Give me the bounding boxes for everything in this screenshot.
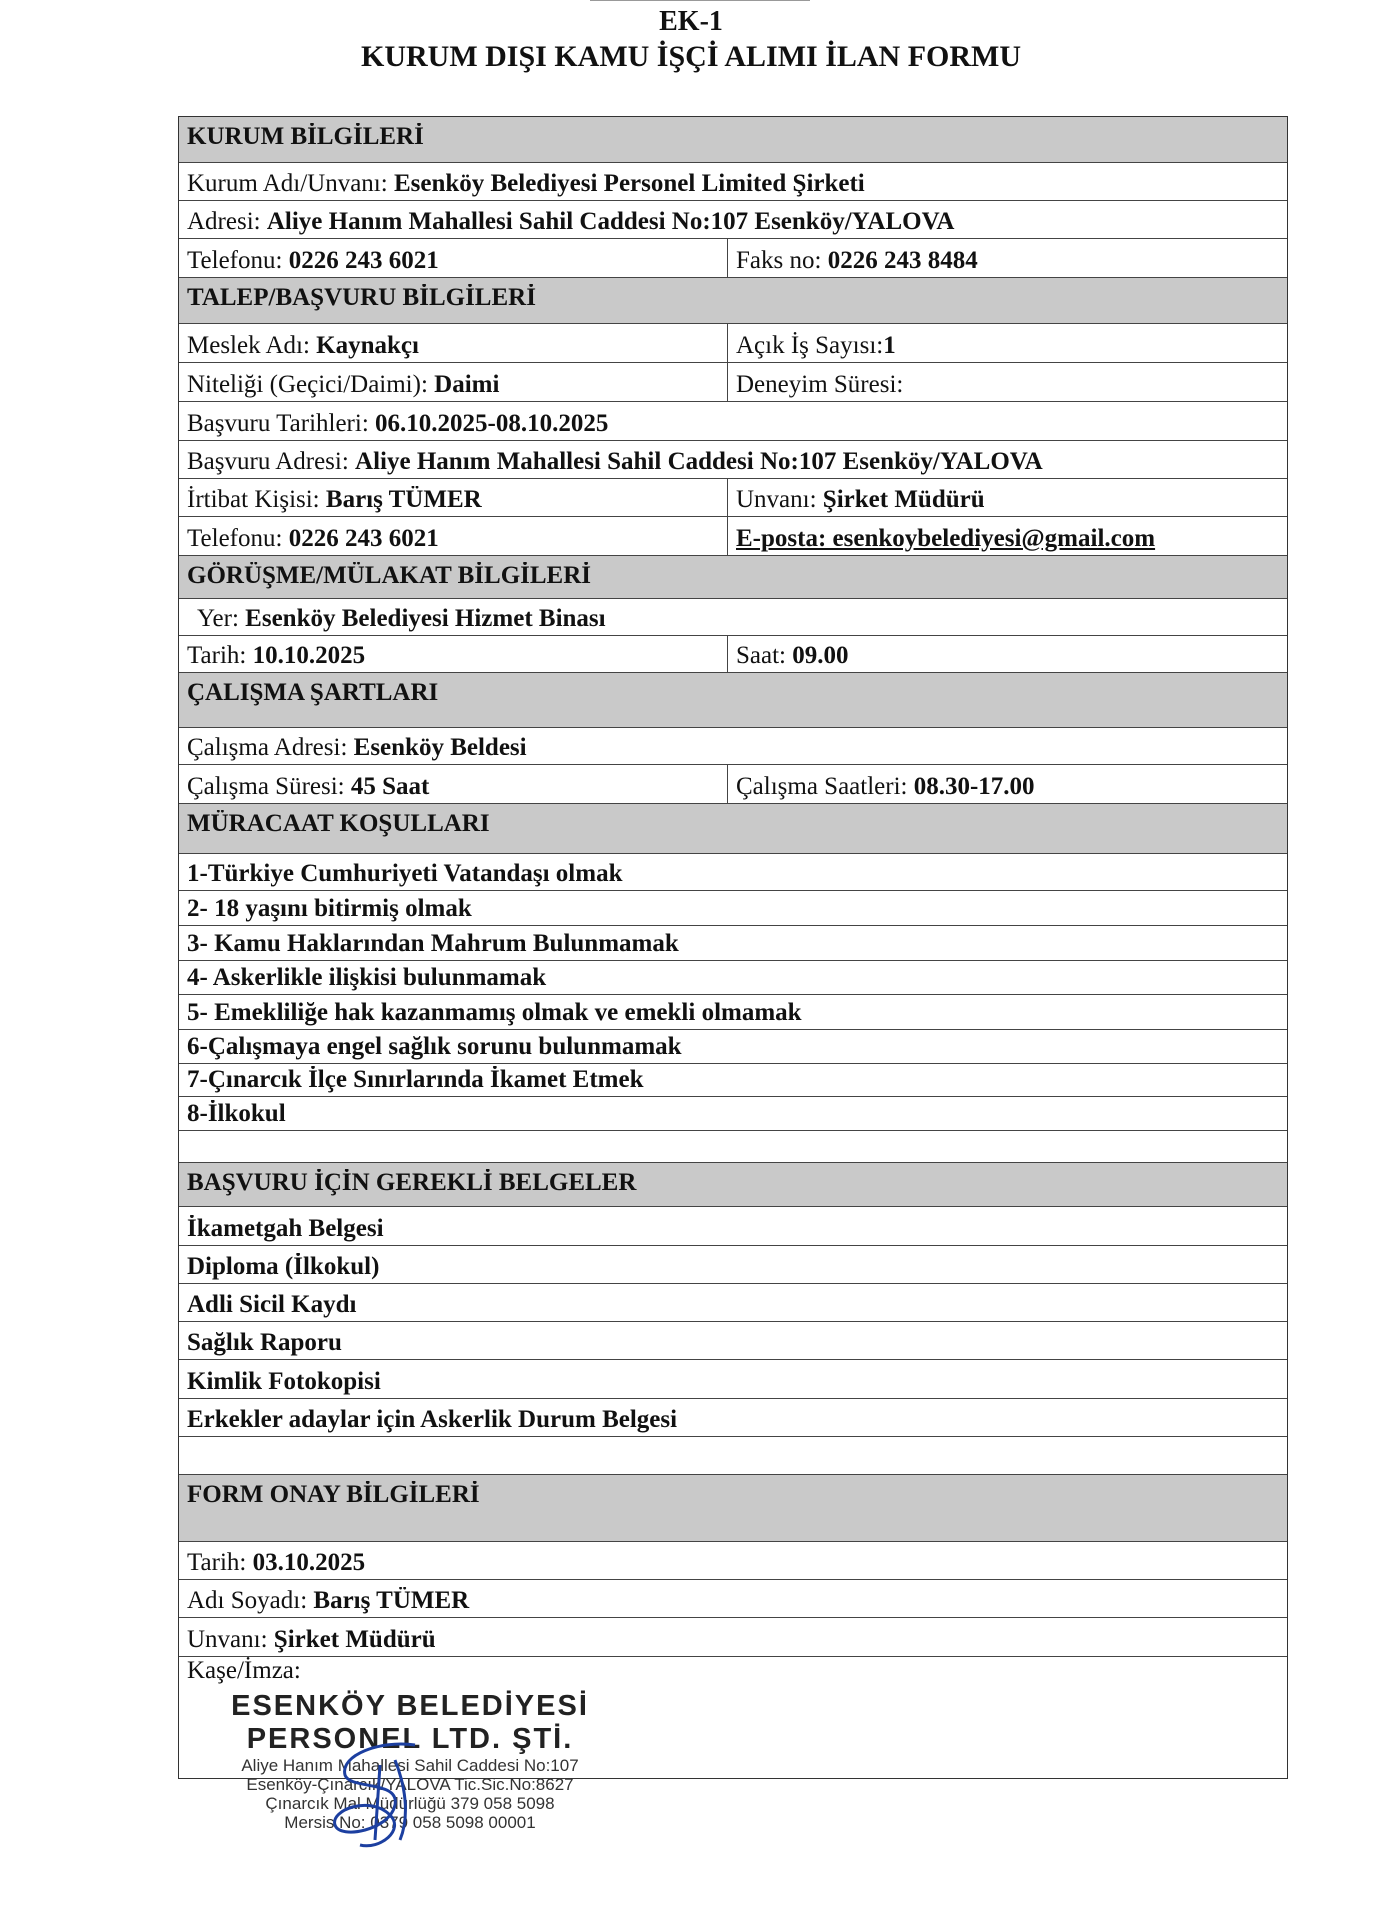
value: 0226 243 8484 (827, 247, 978, 274)
document-item (179, 1246, 1287, 1284)
blank-row (179, 1437, 1287, 1475)
value: 03.10.2025 (252, 1549, 366, 1576)
value: 08.30-17.00 (913, 773, 1035, 800)
scan-line (590, 0, 810, 1)
row-kurum-name (179, 163, 1287, 201)
row-approval-title (179, 1618, 1287, 1657)
condition-text: 5- Emekliliğe hak kazanmamış olmak ve emekli olmamak (187, 999, 802, 1026)
row-work-duration (179, 765, 1287, 804)
section-title: BAŞVURU İÇİN GEREKLİ BELGELER (187, 1169, 637, 1196)
label: Çalışma Saatleri: (736, 773, 914, 800)
label: Saat: (736, 642, 793, 669)
condition-text: 2- 18 yaşını bitirmiş olmak (187, 895, 472, 922)
label: Faks no: (736, 247, 828, 274)
label: Kaşe/İmza: (187, 1657, 301, 1684)
section-title: TALEP/BAŞVURU BİLGİLERİ (187, 284, 536, 311)
stamp-line: Esenköy-Çınarcık/YALOVA Tic.Sic.No:8627 (246, 1775, 574, 1794)
value: Şirket Müdürü (273, 1626, 436, 1653)
document-text: Erkekler adaylar için Askerlik Durum Belgesi (187, 1406, 678, 1433)
condition-item (179, 995, 1287, 1030)
value: 0226 243 6021 (288, 525, 439, 552)
value: 1 (883, 332, 896, 359)
section-kurum (179, 117, 1287, 163)
value: 10.10.2025 (252, 642, 366, 669)
row-approval-date (179, 1542, 1287, 1580)
stamp-line: Çınarcık Mal Müdürlüğü 379 058 5098 (265, 1794, 555, 1813)
section-title: FORM ONAY BİLGİLERİ (187, 1481, 480, 1508)
stamp-line: PERSONEL LTD. ŞTİ. (246, 1723, 574, 1755)
condition-text: 4- Askerlikle ilişkisi bulunmamak (187, 964, 547, 991)
document-text: İkametgah Belgesi (187, 1215, 384, 1242)
label: Adresi: (187, 208, 267, 235)
blank-row (179, 1131, 1287, 1163)
label: Deneyim Süresi: (736, 371, 904, 398)
page-title: KURUM DIŞI KAMU İŞÇİ ALIMI İLAN FORMU (360, 40, 1022, 73)
row-job (179, 324, 1287, 363)
label: Unvanı: (187, 1626, 274, 1653)
stamp-line: Mersis No: 0379 058 5098 00001 (284, 1813, 536, 1832)
row-dates (179, 402, 1287, 441)
annex-label: EK-1 (659, 6, 723, 37)
condition-text: 1-Türkiye Cumhuriyeti Vatandaşı olmak (187, 860, 623, 887)
row-contact-phone (179, 517, 1287, 556)
condition-item (179, 1030, 1287, 1064)
value: 09.00 (792, 642, 849, 669)
value: Barış TÜMER (325, 486, 482, 513)
value: 06.10.2025-08.10.2025 (375, 410, 609, 437)
label: Kurum Adı/Unvanı: (187, 170, 394, 197)
condition-item (179, 1097, 1287, 1131)
section-muracaat (179, 804, 1287, 854)
value: 45 Saat (350, 773, 430, 800)
row-interview-date (179, 636, 1287, 673)
value: 0226 243 6021 (288, 247, 439, 274)
section-gorusme (179, 556, 1287, 599)
section-title: KURUM BİLGİLERİ (187, 123, 424, 150)
stamp-line: ESENKÖY BELEDİYESİ (231, 1690, 589, 1722)
value: Barış TÜMER (313, 1587, 470, 1614)
row-contact (179, 479, 1287, 517)
section-onay (179, 1475, 1287, 1542)
label: İrtibat Kişisi: (187, 486, 326, 513)
condition-text: 6-Çalışmaya engel sağlık sorunu bulunmamak (187, 1033, 682, 1060)
label: Telefonu: (187, 247, 289, 274)
condition-text: 8-İlkokul (187, 1100, 286, 1127)
section-title: GÖRÜŞME/MÜLAKAT BİLGİLERİ (187, 562, 592, 589)
condition-text: 3- Kamu Haklarından Mahrum Bulunmamak (187, 930, 679, 957)
row-kurum-phone (179, 239, 1287, 278)
condition-item (179, 961, 1287, 995)
job-posting-form (178, 116, 1288, 1779)
section-belgeler (179, 1163, 1287, 1207)
label: Çalışma Adresi: (187, 734, 354, 761)
label: Başvuru Adresi: (187, 448, 356, 475)
label: Açık İş Sayısı: (736, 332, 884, 359)
condition-item (179, 891, 1287, 926)
document-item (179, 1360, 1287, 1399)
stamp-line: Aliye Hanım Mahallesi Sahil Caddesi No:107 (241, 1756, 579, 1775)
document-text: Sağlık Raporu (187, 1329, 342, 1356)
value: Esenköy Belediyesi Personel Limited Şirketi (393, 170, 865, 197)
value: Daimi (434, 371, 500, 398)
label: Niteliği (Geçici/Daimi): (187, 371, 435, 398)
section-calisma (179, 673, 1287, 728)
label: Çalışma Süresi: (187, 773, 351, 800)
document-text: Kimlik Fotokopisi (187, 1368, 381, 1395)
label: Adı Soyadı: (187, 1587, 314, 1614)
condition-text: 7-Çınarcık İlçe Sınırlarında İkamet Etmek (187, 1066, 644, 1093)
label: Tarih: (187, 642, 253, 669)
row-approval-name (179, 1580, 1287, 1618)
condition-item (179, 926, 1287, 961)
value: Esenköy Beldesi (353, 734, 527, 761)
document-text: Adli Sicil Kaydı (187, 1291, 357, 1318)
label: Başvuru Tarihleri: (187, 410, 376, 437)
row-type (179, 363, 1287, 402)
signature-icon (320, 1735, 450, 1855)
value: Aliye Hanım Mahallesi Sahil Caddesi No:107 Esenköy/YALOVA (355, 448, 1043, 475)
value: Kaynakçı (316, 332, 419, 359)
section-title: ÇALIŞMA ŞARTLARI (187, 679, 439, 706)
label: Unvanı: (736, 486, 823, 513)
document-item (179, 1207, 1287, 1246)
row-interview-place (179, 599, 1287, 636)
document-text: Diploma (İlkokul) (187, 1253, 380, 1280)
document-item (179, 1284, 1287, 1322)
document-item (179, 1399, 1287, 1437)
section-title: MÜRACAAT KOŞULLARI (187, 810, 490, 837)
section-talep (179, 278, 1287, 324)
label: Meslek Adı: (187, 332, 317, 359)
row-work-address (179, 728, 1287, 765)
value: Aliye Hanım Mahallesi Sahil Caddesi No:107 Esenköy/YALOVA (266, 208, 955, 235)
label: Telefonu: (187, 525, 289, 552)
label: Tarih: (187, 1549, 253, 1576)
value: Şirket Müdürü (822, 486, 985, 513)
email-link[interactable]: E-posta: esenkoybelediyesi@gmail.com (736, 525, 1156, 552)
row-apply-address (179, 441, 1287, 479)
value: Esenköy Belediyesi Hizmet Binası (245, 605, 606, 632)
document-item (179, 1322, 1287, 1360)
condition-item (179, 1064, 1287, 1097)
label: Yer: (197, 605, 246, 632)
row-kurum-address (179, 201, 1287, 239)
condition-item (179, 854, 1287, 891)
